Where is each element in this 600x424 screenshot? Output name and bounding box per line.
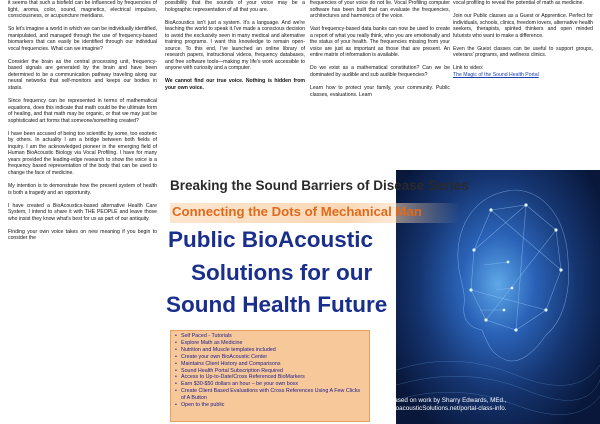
list-item: • Sound Health Portal Subscription Required <box>175 368 365 375</box>
paragraph: Do we exist as a mathematical constitution? Can we be dominated by audible and sub audible frequencies? <box>310 65 450 78</box>
text-column-3 <box>310 0 450 105</box>
headline-line-2: Solutions for our <box>191 260 373 285</box>
bold-statement: We cannot find our true voice. Nothing is hidden from your own voice. <box>165 78 305 92</box>
paragraph: Even the Guest classes can be useful to support groups, veterans' programs, and wellness clinics. <box>453 45 593 59</box>
list-item: • Open to the public <box>175 402 365 409</box>
feature-list <box>170 330 370 422</box>
link-block <box>453 65 593 78</box>
paragraph: I have created a BioAcoustics-based alternative Health Care System, I intend to share it with THE PEOPLE and leave those who insist they know what's best for us as part of our antiquity. <box>8 202 157 222</box>
series-title: Breaking the Sound Barriers of Disease Series <box>170 178 469 193</box>
subtitle: Connecting the Dots of Mechanical Man <box>172 204 422 219</box>
paragraph: possibility that the sounds of your voice may be a holographic representation of all that you are. <box>165 0 305 13</box>
subtitle-banner <box>170 203 460 223</box>
credit-text: Based on work by Sharry Edwards, MEd., BioacousticSolutions.net/portal-class-info. <box>390 397 507 412</box>
paragraph: it seems that such a biofield can be influenced by frequencies of light, aroma, color, sound, magnetics, electrical impulses, consciousness, or acupuncture meridians. <box>8 0 157 20</box>
paragraph: Finding your own voice takes on new meaning if you begin to consider the <box>8 228 157 242</box>
poster <box>158 170 600 424</box>
list-item: • Create Client Based Evaluations with Cross References Using A Few Clicks of A Button <box>175 388 365 402</box>
paragraph: vocal profiling to reveal the potential of math as medicine. <box>453 0 584 6</box>
headline-line-1: Public BioAcoustic <box>168 227 374 252</box>
headline-line-3: Sound Health Future <box>166 292 388 317</box>
list-item: • Maintains Client History and Comparisons <box>175 361 365 368</box>
paragraph: Consider the brain as the central processing unit, frequency-based signals are generated by the brain and have been determined to be a communication pathway traveling along our neural networks that self-monitors and keeps our bodies in stasis. <box>8 58 157 92</box>
paragraph: I have been accused of being too scientific by some, too esoteric by others. In actuality I am a bridge between both fields of inquiry. I am the acknowledged pioneer in the emerging field of Human BioAcoustic Biology via Vocal Profiling. I have for many years provided the leading-edge research to show the voice is a frequency based representation of the body that can be used to change the face of medicine. <box>8 130 157 177</box>
paragraph: frequencies of your voice do not lie. Vocal Profiling computer software has been built that can evaluate the frequencies, architectures and harmonics of the voice. <box>310 0 450 20</box>
list-item: • Nutrition and Muscle templates included <box>175 347 365 354</box>
list-item: • Earn $30-$50 dollars an hour – be your own boxx <box>175 381 365 388</box>
list-item: • Access to Up-to-Date/Cross Referenced BioMarkers <box>175 374 365 381</box>
list-item: • Create your own BioAcoustic Center <box>175 354 365 361</box>
paragraph: BioAcoustics isn't just a system. It's a language. And we're teaching the world to speak it.I've made a conscious decision to avoid the exclusivity seen in many medical and alternative training programs. I want this knowledge to remain open-source. To this end, I've launched an online library of research papers, instructional videos, frequency databases, and free software tools—making my life's work accessible to anyone with curiosity and a computer. <box>165 19 305 72</box>
paragraph: Vast frequency-based data banks can now be used to create a report of what you really think, who you are emotionally and the status of your health. The frequencies missing from your voice are just as important as those that are present. An entire matrix of information is available. <box>310 26 450 59</box>
paragraph: Since frequency can be represented in terms of mathematical equations, does this indicate that math could be the ultimate form of healing, and that math may be organic, or that we may just be sophisticated art forms that someone/something created? <box>8 98 157 124</box>
paragraph: Join our Public classes as a Guest or Apprentice. Perfect for individuals, schools, clinics, freedom lovers, alternative health seekers, therapists, spirited thinkers and open minded futurists who want to make a difference. <box>453 13 594 39</box>
list-item: • Self Paced - Tutorials <box>175 333 365 340</box>
link-label: Link to video: <box>453 65 484 72</box>
paragraph: So let's imagine a world in which we can be individually identified, manipulated, and managed through the use of frequency-based biomarkers that can easily be identified through our individual vocal frequencies. What can we imagine? <box>8 26 157 52</box>
text-column-2 <box>165 0 305 98</box>
list-item: • Explore Math as Medicine <box>175 340 365 347</box>
paragraph: Learn how to protect your family, your community. Public classes, evaluations. Learn <box>310 84 450 98</box>
text-column-1 <box>8 0 157 248</box>
paragraph: My intention is to demonstrate how the present system of health is both a tragedy and an opportunity. <box>8 183 157 196</box>
text-column-4 <box>453 0 593 78</box>
video-link[interactable]: The Magic of the Sound Health Portal <box>453 71 539 78</box>
